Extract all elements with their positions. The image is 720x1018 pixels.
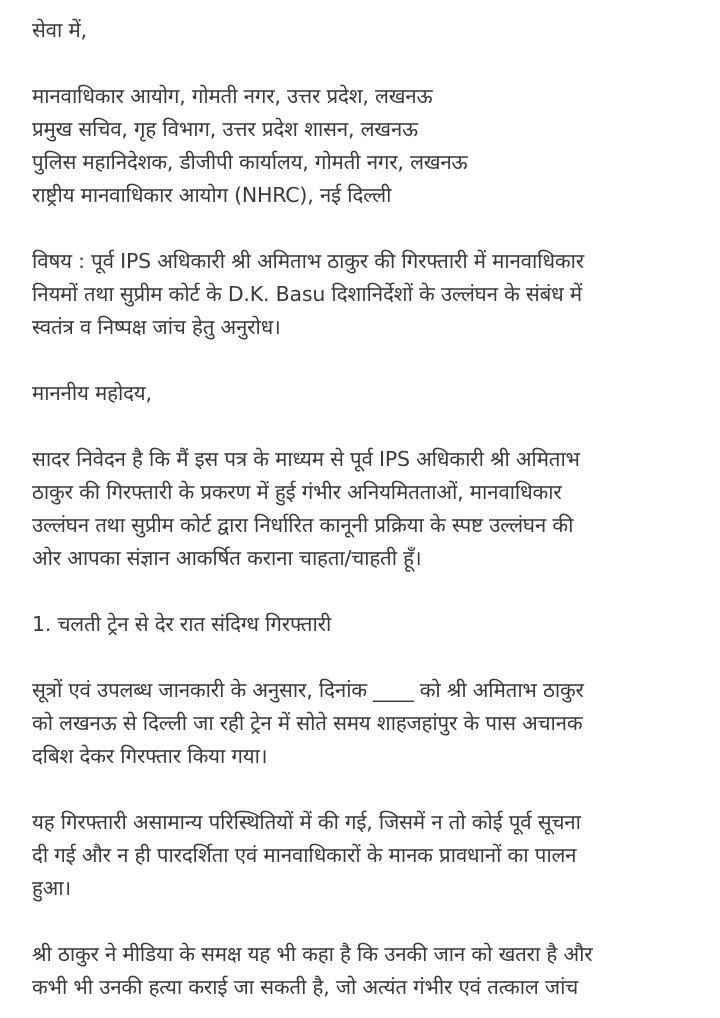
intro-line: ओर आपका संज्ञान आकर्षित कराना चाहता/चाहती हूँ।	[32, 546, 422, 570]
recipient-line: प्रमुख सचिव, गृह विभाग, उत्तर प्रदेश शासन, लखनऊ	[32, 117, 418, 141]
subject-line: नियमों तथा सुप्रीम कोर्ट के D.K. Basu दिशानिर्देशों के उल्लंघन के संबंध में	[32, 282, 582, 306]
spacer	[32, 410, 712, 443]
spacer	[32, 47, 712, 80]
recipient-line: मानवाधिकार आयोग, गोमती नगर, उत्तर प्रदेश, लखनऊ	[32, 84, 433, 108]
paragraph-line: यह गिरफ्तारी असामान्य परिस्थितियों में की गई, जिसमें न तो कोई पूर्व सूचना	[32, 810, 581, 834]
paragraph-3	[32, 938, 712, 1004]
recipient-line: राष्ट्रीय मानवाधिकार आयोग (NHRC), नई दिल्ली	[32, 183, 392, 207]
section-heading: 1. चलती ट्रेन से देर रात संदिग्ध गिरफ्तारी	[32, 612, 332, 636]
salutation-to: सेवा में,	[32, 18, 87, 42]
paragraph-line: हुआ।	[32, 876, 72, 900]
paragraph-line: को लखनऊ से दिल्ली जा रही ट्रेन में सोते समय शाहजहांपुर के पास अचानक	[32, 711, 583, 735]
intro-line: सादर निवेदन है कि मैं इस पत्र के माध्यम से पूर्व IPS अधिकारी श्री अमिताभ	[32, 447, 580, 471]
paragraph-line: दबिश देकर गिरफ्तार किया गया।	[32, 744, 268, 768]
spacer	[32, 773, 712, 806]
spacer	[32, 905, 712, 938]
subject-block	[32, 245, 712, 344]
spacer	[32, 344, 712, 377]
spacer	[32, 641, 712, 674]
intro-paragraph	[32, 443, 712, 575]
intro-line: उल्लंघन तथा सुप्रीम कोर्ट द्वारा निर्धारित कानूनी प्रक्रिया के स्पष्ट उल्लंघन की	[32, 513, 574, 537]
greeting: माननीय महोदय,	[32, 381, 152, 405]
paragraph-line: कभी भी उनकी हत्या कराई जा सकती है, जो अत्यंत गंभीर एवं तत्काल जांच	[32, 975, 579, 999]
recipients-block	[32, 80, 712, 212]
spacer	[32, 212, 712, 245]
spacer	[32, 575, 712, 608]
paragraph-1	[32, 674, 712, 773]
subject-line: विषय : पूर्व IPS अधिकारी श्री अमिताभ ठाकुर की गिरफ्तारी में मानवाधिकार	[32, 249, 584, 273]
paragraph-line: सूत्रों एवं उपलब्ध जानकारी के अनुसार, दिनांक ____ को श्री अमिताभ ठाकुर	[32, 678, 584, 702]
subject-line: स्वतंत्र व निष्पक्ष जांच हेतु अनुरोध।	[32, 315, 281, 339]
recipient-line: पुलिस महानिदेशक, डीजीपी कार्यालय, गोमती नगर, लखनऊ	[32, 150, 468, 174]
intro-line: ठाकुर की गिरफ्तारी के प्रकरण में हुई गंभीर अनियमितताओं, मानवाधिकार	[32, 480, 562, 504]
paragraph-2	[32, 806, 712, 905]
paragraph-line: दी गई और न ही पारदर्शिता एवं मानवाधिकारों के मानक प्रावधानों का पालन	[32, 843, 577, 867]
letter-document	[32, 14, 712, 1004]
paragraph-line: श्री ठाकुर ने मीडिया के समक्ष यह भी कहा है कि उनकी जान को खतरा है और	[32, 942, 593, 966]
